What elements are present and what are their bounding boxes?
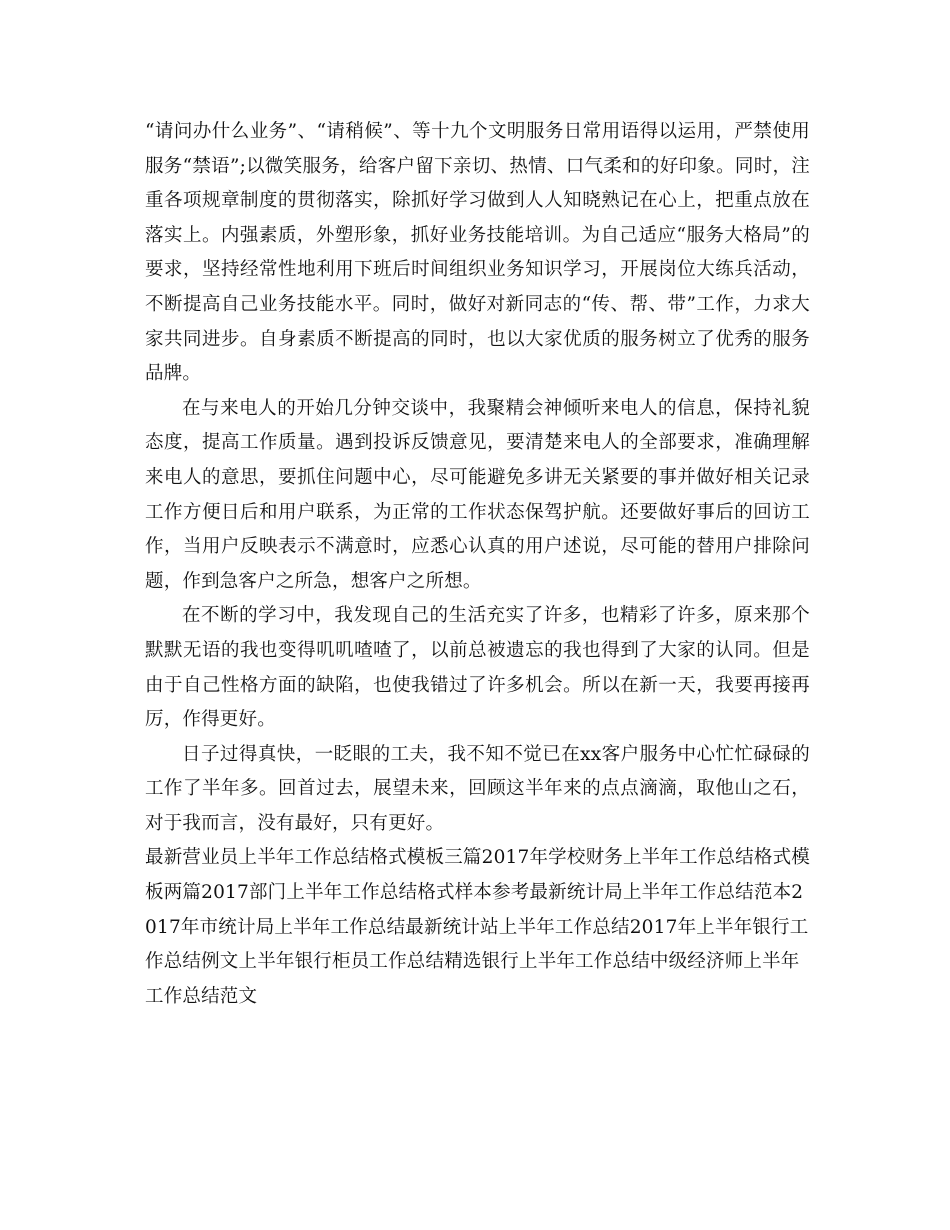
paragraph-1: “请问办什么业务”、“请稍候”、等十九个文明服务日常用语得以运用，严禁使用服务“禁语”;以微笑服务，给客户留下亲切、热情、口气柔和的好印象。同时，注重各项规章制度的贯彻落实，除抓好学习做到人人知晓熟记在心上，把重点放在落实上。内强素质，外塑形象，抓好业务技能培训。为自己适应“服务大格局”的要求，坚持经常性地利用下班后时间组织业务知识学习，开展岗位大练兵活动，不断提高自己业务技能水平。同时，做好对新同志的“传、帮、带”工作，力求大家共同进步。自身素质不断提高的同时，也以大家优质的服务树立了优秀的服务品牌。 bbox=[145, 121, 810, 385]
related-articles-links[interactable]: 最新营业员上半年工作总结格式模板三篇2017年学校财务上半年工作总结格式模板两篇2017部门上半年工作总结格式样本参考最新统计局上半年工作总结范本2017年市统计局上半年工作总结最新统计站上半年工作总结2017年上半年银行工作总结例文上半年银行柜员工作总结精选银行上半年工作总结中级经济师上半年工作总结范文 bbox=[145, 847, 810, 1007]
paragraph-4: 日子过得真快，一眨眼的工夫，我不知不觉已在xx客户服务中心忙忙碌碌的工作了半年多。回首过去，展望未来，回顾这半年来的点点滴滴，取他山之石，对于我而言，没有最好，只有更好。 bbox=[145, 743, 810, 834]
paragraph-3: 在不断的学习中，我发现自己的生活充实了许多，也精彩了许多，原来那个默默无语的我也变得叽叽喳喳了，以前总被遗忘的我也得到了大家的认同。但是由于自己性格方面的缺陷，也使我错过了许多机会。所以在新一天，我要再接再厉，作得更好。 bbox=[145, 605, 810, 731]
paragraph-2: 在与来电人的开始几分钟交谈中，我聚精会神倾听来电人的信息，保持礼貌态度，提高工作质量。遇到投诉反馈意见，要清楚来电人的全部要求，准确理解来电人的意思，要抓住问题中心，尽可能避免多讲无关紧要的事并做好相关记录工作方便日后和用户联系，为正常的工作状态保驾护航。还要做好事后的回访工作，当用户反映表示不满意时，应悉心认真的用户述说，尽可能的替用户排除问题，作到急客户之所急，想客户之所想。 bbox=[145, 397, 810, 592]
document-body bbox=[145, 115, 810, 1014]
